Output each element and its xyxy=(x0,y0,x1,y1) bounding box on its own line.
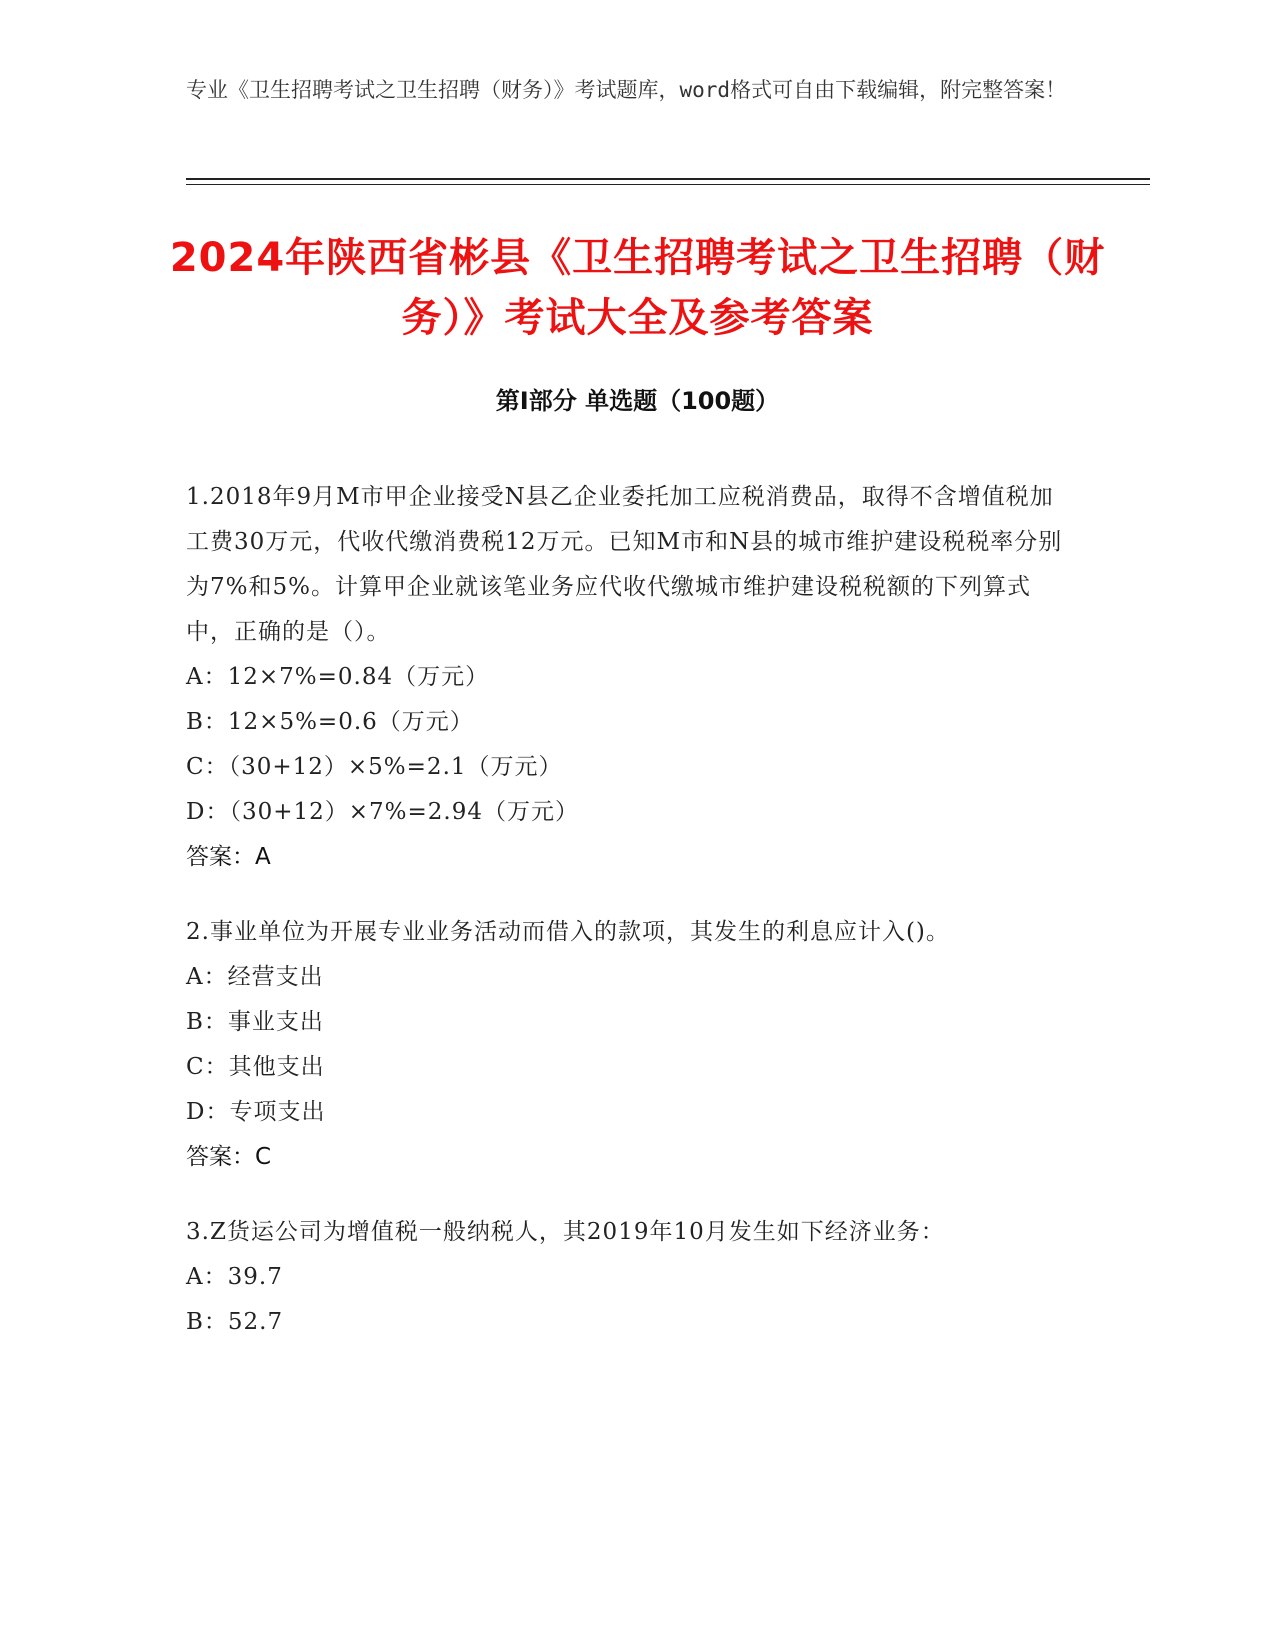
option-c: C：其他支出 xyxy=(186,1054,325,1080)
option-b: B：事业支出 xyxy=(186,1009,324,1035)
header-divider-thick xyxy=(186,178,1150,180)
option-c: C：（30+12）×5%=2.1（万元） xyxy=(186,754,563,780)
answer-line: 答案：A xyxy=(186,844,271,870)
header-note: 专业《卫生招聘考试之卫生招聘（财务）》考试题库，word格式可自由下载编辑，附完整答案！ xyxy=(186,78,1067,102)
option-d: D：专项支出 xyxy=(186,1099,326,1125)
option-a: A：12×7%=0.84（万元） xyxy=(186,664,490,690)
question-2 xyxy=(186,910,1066,1180)
option-a: A：经营支出 xyxy=(186,964,324,990)
option-b: B：52.7 xyxy=(186,1309,284,1335)
question-1 xyxy=(186,475,1066,880)
answer-line: 答案：C xyxy=(186,1144,272,1170)
option-b: B：12×5%=0.6（万元） xyxy=(186,709,474,735)
section-title: 第Ⅰ部分 单选题（100题） xyxy=(495,387,780,415)
question-list xyxy=(186,475,1066,1375)
question-stem: 3.Z货运公司为增值税一般纳税人，其2019年10月发生如下经济业务： xyxy=(186,1219,945,1245)
question-stem: 2.事业单位为开展专业业务活动而借入的款项，其发生的利息应计入()。 xyxy=(186,919,950,945)
document-title: 2024年陕西省彬县《卫生招聘考试之卫生招聘（财务）》考试大全及参考答案 xyxy=(169,235,1106,341)
question-stem: 1.2018年9月M市甲企业接受N县乙企业委托加工应税消费品，取得不含增值税加工费30万元，代收代缴消费税12万元。已知M市和N县的城市维护建设税税率分别为7%和5%。计算甲企业就该笔业务应代收代缴城市维护建设税税额的下列算式中，正确的是（）。 xyxy=(186,484,1063,645)
option-a: A：39.7 xyxy=(186,1264,283,1290)
header-divider-thin xyxy=(186,184,1150,185)
question-3 xyxy=(186,1210,1066,1345)
option-d: D：（30+12）×7%=2.94（万元） xyxy=(186,799,579,825)
